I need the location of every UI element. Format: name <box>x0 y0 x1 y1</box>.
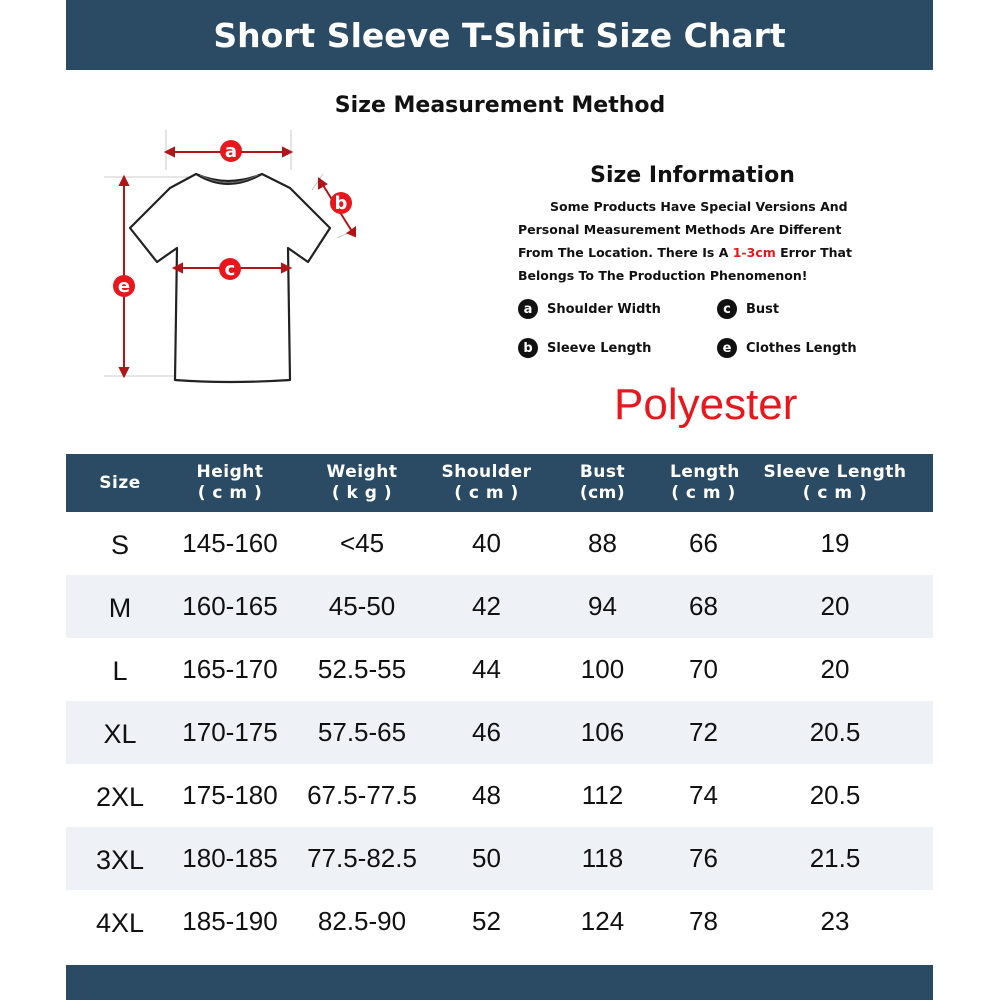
table-cell: M <box>108 593 132 623</box>
table-cell: 52 <box>472 906 501 936</box>
table-cell: 48 <box>472 780 501 810</box>
table-cell: 118 <box>581 843 624 873</box>
legend-key-a: a <box>518 299 538 319</box>
table-cell: 20.5 <box>809 717 861 747</box>
table-cell: 185-190 <box>182 906 278 936</box>
table-cell: 70 <box>689 654 718 684</box>
legend-item-sleeve: b Sleeve Length <box>518 338 651 358</box>
table-cell: L <box>112 656 128 686</box>
table-cell: 88 <box>588 528 617 558</box>
table-cell: 4XL <box>95 908 145 938</box>
table-cell: 3XL <box>95 845 145 875</box>
header-weight: Weight ( k g ) <box>326 462 398 503</box>
table-cell: 19 <box>820 528 850 558</box>
title-banner <box>66 0 933 70</box>
table-cell: 50 <box>472 843 501 873</box>
table-cell: 112 <box>581 780 624 810</box>
header-shoulder: Shoulder ( c m ) <box>441 462 532 503</box>
table-cell: 20 <box>820 654 850 684</box>
table-row <box>66 764 933 827</box>
table-cell: 94 <box>588 591 617 621</box>
svg-text:b: b <box>334 193 348 214</box>
footer-bar <box>66 965 933 1000</box>
table-cell: 82.5-90 <box>317 906 407 936</box>
table-cell: 67.5-77.5 <box>307 780 417 810</box>
marker-b <box>330 192 352 214</box>
header-length: Length ( c m ) <box>670 462 740 503</box>
table-row <box>66 890 933 953</box>
info-text: Some Products Have Special Versions And Personal Measurement Methods Are Different From The Location. There Is A 1-3cm Error That Belongs To The Production Phenomenon! <box>518 199 852 283</box>
table-cell: 66 <box>689 528 718 558</box>
table-cell: 160-165 <box>182 591 278 621</box>
table-cell: 20 <box>820 591 850 621</box>
svg-text:c: c <box>224 259 236 280</box>
legend-key-e: e <box>717 338 737 358</box>
table-cell: 145-160 <box>182 528 278 558</box>
table-row <box>66 638 933 701</box>
header-height: Height ( c m ) <box>196 462 264 503</box>
table-cell: 42 <box>472 591 501 621</box>
table-cell: 20.5 <box>809 780 861 810</box>
header-size: Size <box>99 472 141 493</box>
table-cell: 175-180 <box>182 780 278 810</box>
table-cell: 45-50 <box>328 591 396 621</box>
table-cell: 124 <box>580 906 625 936</box>
table-cell: 52.5-55 <box>317 654 407 684</box>
table-cell: 68 <box>689 591 718 621</box>
table-cell: 77.5-82.5 <box>307 843 417 873</box>
legend-key-c: c <box>717 299 737 319</box>
legend-key-b: b <box>518 338 538 358</box>
table-cell: XL <box>103 719 137 749</box>
marker-a <box>220 140 242 162</box>
table-header <box>66 454 933 512</box>
info-title: Size Information <box>590 163 795 188</box>
method-title: Size Measurement Method <box>334 93 666 118</box>
legend-item-shoulder: a Shoulder Width <box>518 299 661 319</box>
table-cell: 72 <box>689 717 718 747</box>
table-cell: 78 <box>689 906 718 936</box>
table-cell: 170-175 <box>182 717 278 747</box>
table-row <box>66 827 933 890</box>
table-cell: 165-170 <box>182 654 278 684</box>
table-cell: 40 <box>472 528 501 558</box>
table-cell: 76 <box>689 843 718 873</box>
header-sleeve-length: Sleeve Length ( c m ) <box>763 462 907 503</box>
table-row <box>66 512 933 575</box>
table-cell: 74 <box>689 780 718 810</box>
table-row <box>66 575 933 638</box>
table-body <box>66 512 933 953</box>
table-cell: 23 <box>820 906 850 936</box>
table-cell: S <box>110 530 129 560</box>
svg-text:e: e <box>117 276 131 297</box>
svg-text:a: a <box>224 141 238 162</box>
size-table <box>66 454 933 953</box>
legend-item-length: e Clothes Length <box>717 338 857 358</box>
table-cell: 44 <box>472 654 501 684</box>
table-row <box>66 701 933 764</box>
table-cell: 46 <box>472 717 501 747</box>
error-range: 1-3cm <box>732 245 776 260</box>
marker-e <box>113 275 135 297</box>
table-cell: 106 <box>580 717 625 747</box>
table-cell: 57.5-65 <box>317 717 407 747</box>
table-cell: <45 <box>339 528 385 558</box>
tshirt-diagram <box>100 130 360 390</box>
table-cell: 2XL <box>95 782 145 812</box>
legend-item-bust: c Bust <box>717 299 779 319</box>
page-title: Short Sleeve T-Shirt Size Chart <box>213 15 786 55</box>
table-cell: 100 <box>580 654 625 684</box>
marker-c <box>219 258 241 280</box>
material-label: Polyester <box>614 380 798 429</box>
header-bust: Bust (cm) <box>579 462 626 503</box>
table-cell: 180-185 <box>182 843 278 873</box>
table-cell: 21.5 <box>809 843 861 873</box>
